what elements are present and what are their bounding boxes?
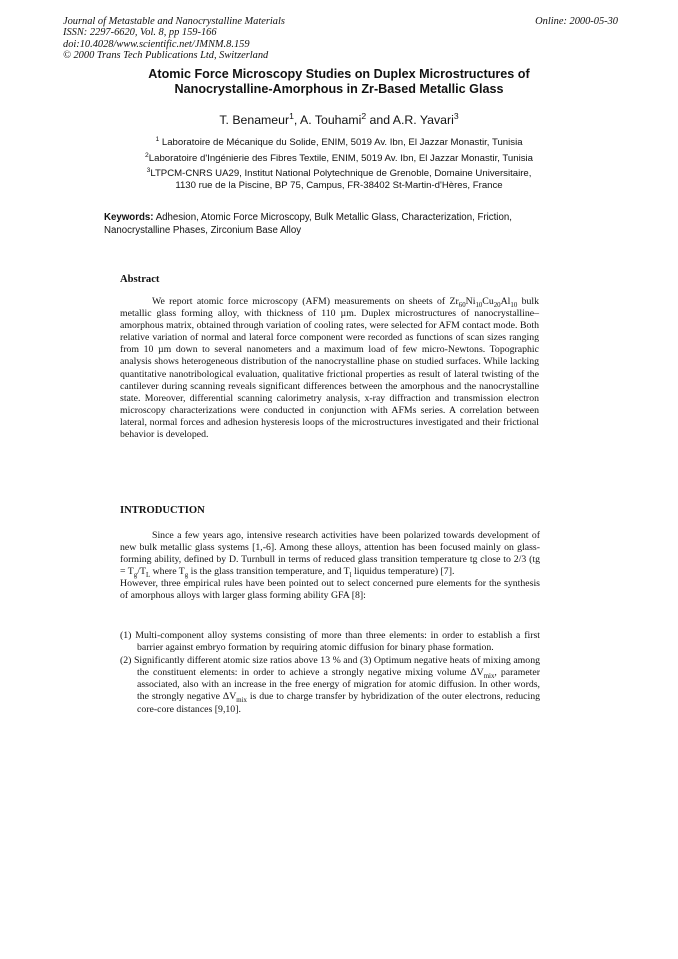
online-date: Online: 2000-05-30 <box>535 16 618 27</box>
title-line-2: Nanocrystalline-Amorphous in Zr-Based Metallic Glass <box>174 82 504 96</box>
journal-name: Journal of Metastable and Nanocrystalline Materials <box>63 16 285 27</box>
intro-paragraph-1: Since a few years ago, intensive research activities have been polarized towards development of new bulk metallic glass systems [1,-6]. Among these alloys, attention has been focused mainly on glass-forming ability, defined by D. Turnbull in terms of reduced glass transition temperature tg close to 2/3 ($tg = T_g/T_L$ where $T_g$ is the glass transition temperature, and $T_l$ liquidus temperature) [7]. <box>120 530 540 580</box>
empirical-rules-list <box>120 630 540 716</box>
author-2-affiliation-mark: 2 <box>361 110 367 121</box>
affiliation-text: Laboratoire de Mécanique du Solide, ENIM, 5019 Av. Ibn, El Jazzar Monastir, Tunisia <box>161 137 523 148</box>
introduction-body <box>120 530 540 603</box>
author-1-affiliation-mark: 1 <box>289 110 294 121</box>
list-item: (1) Multi-component alloy systems consisting of more than three elements: in order to establish a first barrier against embryo formation by requiring atomic diffusion for binary phase formation. <box>120 630 540 654</box>
alloy-formula: $Zr_{60}Ni_{10}Cu_{20}Al_{10}$ <box>449 296 518 309</box>
author-separator: , <box>293 113 301 127</box>
affiliation-text-continued: 1130 rue de la Piscine, BP 75, Campus, FR-38402 St-Martin-d'Hères, France <box>175 180 503 192</box>
author-3-affiliation-mark: 3 <box>453 110 459 121</box>
affiliation-mark: 2 <box>145 151 149 159</box>
list-item: (2) Significantly different atomic size ratios above 13 % and (3) Optimum negative heats of mixing among the constituent elements: in order to achieve a strongly negative mixing volume $\Delta V_{mix}$, parameter associated, also with an increase in the free energy of migration for atomic diffusion. In other words, the strongly negative $\Delta V_{mix}$ is due to charge transfer by hybridization of the outer electrons, reducing core-core distances [9,10]. <box>120 655 540 715</box>
author-2: A. Touhami <box>300 113 362 127</box>
affiliation-2 <box>60 153 618 165</box>
journal-header <box>63 16 618 61</box>
paper-title <box>90 67 588 97</box>
affiliation-text: LTPCM-CNRS UA29, Institut National Polytechnique de Grenoble, Domaine Universitaire, <box>150 168 532 179</box>
affiliation-text: Laboratoire d'Ingénierie des Fibres Textile, ENIM, 5019 Av. Ibn, El Jazzar Monastir, Tunisia <box>148 153 533 164</box>
affiliation-3 <box>60 168 618 193</box>
keywords-label: Keywords: <box>104 212 154 223</box>
keywords-text: Adhesion, Atomic Force Microscopy, Bulk Metallic Glass, Characterization, Friction, Nanocrystalline Phases, Zirconium Base Alloy <box>104 212 512 236</box>
journal-doi[interactable]: doi:10.4028/www.scientific.net/JMNM.8.159 <box>63 38 250 50</box>
abstract-heading: Abstract <box>120 274 160 285</box>
journal-issn: ISSN: 2297-6620, Vol. 8, pp 159-166 <box>63 27 217 39</box>
abstract-body: We report atomic force microscopy (AFM) measurements on sheets of $Zr_{60}Ni_{10}Cu_{20}Al_{10}$ bulk metallic glass forming alloy, with thickness of 110 µm. Duplex microstructures of nanocrystalline–amorphous matrix, obtained through variation of cooling rates, were selected for AFM contact mode. Both relative variation of normal and lateral force component were recorded as functions of scan sizes ranging from 10 µm down to several nanometers and a maximum load of few micro-Newtons. Topographic analysis shows heterogeneous distribution of the nanocrystalline phase on studied surfaces. While lacking quantitative nanotribological evaluation, qualitative frictional properties as result of lateral twisting of the cantilever during scanning reveals significant differences between the amorphous and the nanocrystalline state. Moreover, differential scanning calorimetry analysis, x-ray diffraction and transmission electron microscopy characterizations were conducted in conjunction with AFMs series. A correlation between lateral, normal forces and adhesion hysteresis loops of the microstructures investigated and their frictional behavior is developed. <box>120 296 539 441</box>
author-list <box>90 110 588 127</box>
author-separator: and <box>366 113 393 127</box>
affiliation-mark: 3 <box>146 166 151 174</box>
title-line-1: Atomic Force Microscopy Studies on Duplex Microstructures of <box>148 67 530 81</box>
affiliation-1 <box>60 137 618 149</box>
keywords <box>104 212 544 237</box>
author-3: A.R. Yavari <box>392 113 454 127</box>
intro-paragraph-2: However, three empirical rules have been pointed out to select concerned pure elements for the synthesis of amorphous alloys with larger glass forming ability GFA [8]: <box>120 578 540 602</box>
journal-copyright: © 2000 Trans Tech Publications Ltd, Switzerland <box>63 49 269 61</box>
introduction-heading: INTRODUCTION <box>120 505 205 516</box>
author-1: T. Benameur <box>219 113 290 127</box>
affiliation-mark: 1 <box>155 135 160 143</box>
